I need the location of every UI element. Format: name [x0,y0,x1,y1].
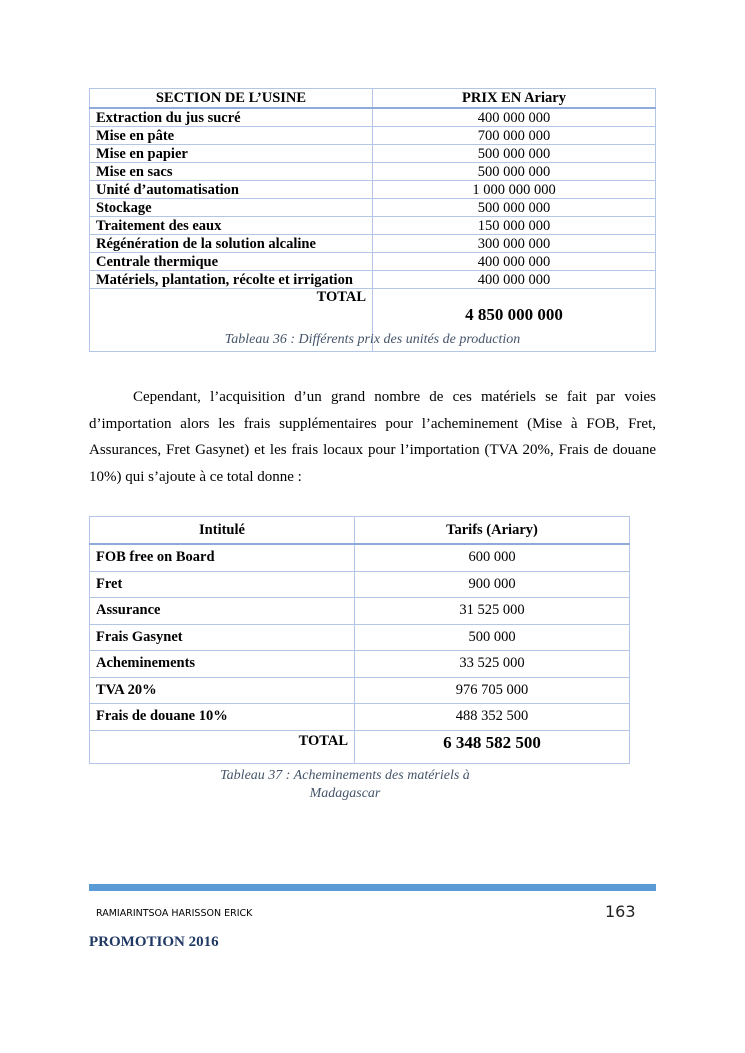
total-label: TOTAL [90,730,355,763]
table-header-row [90,89,656,109]
column-header-rates: Tarifs (Ariary) [355,517,630,545]
table-row [90,704,630,731]
row-label: Extraction du jus sucré [90,108,373,127]
row-value: 700 000 000 [373,127,656,145]
row-label: Mise en pâte [90,127,373,145]
row-label: Frais de douane 10% [90,704,355,731]
total-value: 4 850 000 000 [373,289,656,352]
row-label: Acheminements [90,651,355,678]
table-row [90,598,630,625]
body-paragraph: Cependant, l’acquisition d’un grand nombre de ces matériels se fait par voies d’importation alors les frais supplémentaires pour l’acheminement (Mise à FOB, Fret, Assurances, Fret Gasynet) et les frais locaux pour l’importation (TVA 20%, Frais de douane 10%) qui s’ajoute à ce total donne : [89,389,656,485]
row-value: 600 000 [355,544,630,571]
row-value: 1 000 000 000 [373,181,656,199]
row-label: Frais Gasynet [90,624,355,651]
row-label: Mise en sacs [90,163,373,181]
caption-line: Madagascar [309,786,381,801]
row-value: 31 525 000 [355,598,630,625]
column-header-price: PRIX EN Ariary [373,89,656,109]
row-label: Régénération de la solution alcaline [90,235,373,253]
footer-promotion: PROMOTION 2016 [89,934,219,950]
table-row [90,235,656,253]
row-value: 300 000 000 [373,235,656,253]
row-label: Mise en papier [90,145,373,163]
table-row [90,571,630,598]
row-value: 400 000 000 [373,271,656,289]
footer-author: RAMIARINTSOA HARISSON ERICK [96,908,253,919]
row-value: 976 705 000 [355,677,630,704]
row-label: Stockage [90,199,373,217]
row-label: Fret [90,571,355,598]
shipping-costs-table [89,516,630,764]
column-header-section: SECTION DE L’USINE [90,89,373,109]
row-value: 400 000 000 [373,253,656,271]
table-row [90,127,656,145]
production-prices-table [89,88,656,352]
table-36-caption: Tableau 36 : Différents prix des unités de production [224,332,521,347]
row-value: 488 352 500 [355,704,630,731]
table-row [90,163,656,181]
caption-line: Tableau 37 : Acheminements des matériels à [220,768,470,783]
row-value: 500 000 000 [373,163,656,181]
table-row [90,217,656,235]
row-label: Assurance [90,598,355,625]
table-row [90,199,656,217]
table-row [90,651,630,678]
table-row [90,145,656,163]
row-label: FOB free on Board [90,544,355,571]
footer-divider [89,884,656,891]
row-label: Matériels, plantation, récolte et irrigation [90,271,373,289]
total-value: 6 348 582 500 [355,730,630,763]
total-row [90,730,630,763]
row-label: Centrale thermique [90,253,373,271]
row-value: 500 000 000 [373,199,656,217]
row-value: 500 000 [355,624,630,651]
row-value: 33 525 000 [355,651,630,678]
row-value: 900 000 [355,571,630,598]
column-header-item: Intitulé [90,517,355,545]
table-row [90,544,630,571]
table-row [90,624,630,651]
row-label: TVA 20% [90,677,355,704]
row-value: 400 000 000 [373,108,656,127]
total-label: TOTAL [90,289,373,352]
table-row [90,108,656,127]
table-row [90,181,656,199]
table-row [90,253,656,271]
table-row [90,677,630,704]
table-row [90,271,656,289]
row-value: 500 000 000 [373,145,656,163]
table-37-caption [200,767,490,803]
table-header-row [90,517,630,545]
row-label: Unité d’automatisation [90,181,373,199]
page-number: 163 [605,902,636,921]
row-value: 150 000 000 [373,217,656,235]
row-label: Traitement des eaux [90,217,373,235]
